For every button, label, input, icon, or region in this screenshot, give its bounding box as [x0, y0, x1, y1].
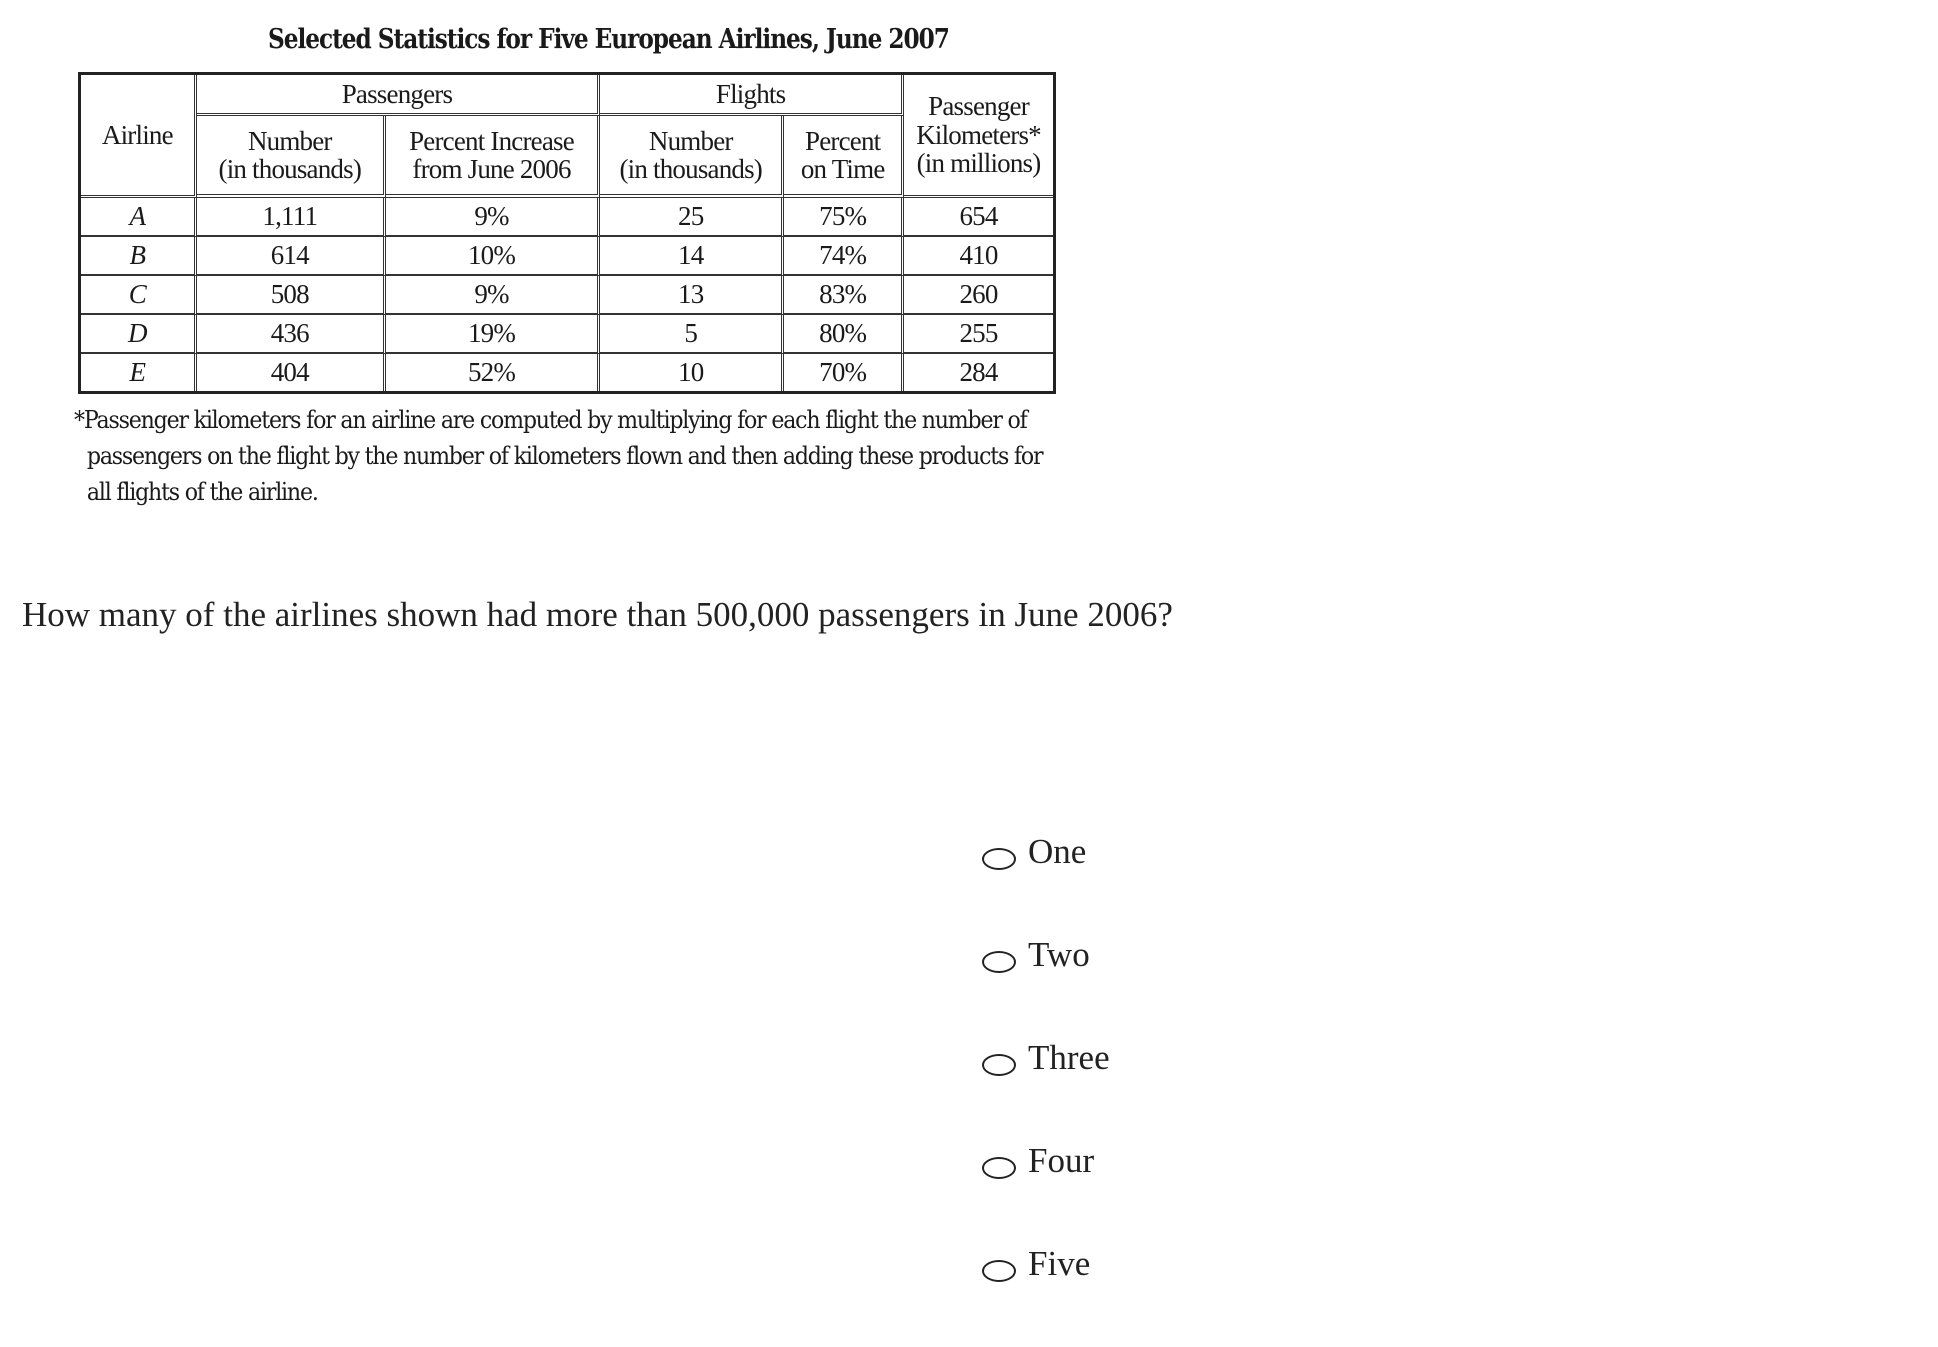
choice-label[interactable]: Two: [1028, 935, 1090, 974]
cell-percent-increase: 10%: [386, 237, 600, 276]
cell-airline: E: [81, 354, 197, 391]
cell-on-time: 75%: [784, 198, 904, 237]
cell-passenger-km: 260: [904, 276, 1053, 315]
radio-button-icon[interactable]: [982, 1260, 1016, 1282]
cell-passengers: 1,111: [197, 198, 386, 237]
cell-passengers: 436: [197, 315, 386, 354]
footnote-line: passengers on the flight by the number of kilometers flown and then adding these products for: [86, 442, 1043, 470]
table-row: [81, 198, 1053, 237]
cell-airline: B: [81, 237, 197, 276]
cell-on-time: 74%: [784, 237, 904, 276]
choice-four[interactable]: [982, 1141, 1110, 1244]
radio-button-icon[interactable]: [982, 951, 1016, 973]
table-row: [81, 315, 1053, 354]
header-percent-on-time: Percent on Time: [784, 116, 904, 198]
cell-percent-increase: 9%: [386, 276, 600, 315]
table-row: [81, 237, 1053, 276]
header-airline: Airline: [81, 75, 197, 198]
table-row: [81, 354, 1053, 391]
footnote-line: all flights of the airline.: [86, 478, 318, 506]
header-passengers-group: Passengers: [197, 75, 600, 116]
choice-one[interactable]: [982, 832, 1110, 935]
header-passenger-kilometers: Passenger Kilometers* (in millions): [904, 75, 1053, 198]
cell-on-time: 70%: [784, 354, 904, 391]
header-flights-group: Flights: [600, 75, 904, 116]
table-title: Selected Statistics for Five European Airlines, June 2007: [268, 24, 949, 55]
cell-flights: 5: [600, 315, 784, 354]
table-row: [81, 276, 1053, 315]
choice-label[interactable]: Five: [1028, 1244, 1091, 1283]
cell-on-time: 80%: [784, 315, 904, 354]
cell-percent-increase: 52%: [386, 354, 600, 391]
choice-five[interactable]: [982, 1244, 1110, 1347]
cell-flights: 13: [600, 276, 784, 315]
choice-label[interactable]: One: [1028, 832, 1087, 871]
question-text: How many of the airlines shown had more than 500,000 passengers in June 2006?: [22, 595, 1173, 634]
choice-label[interactable]: Three: [1028, 1038, 1110, 1077]
cell-passenger-km: 654: [904, 198, 1053, 237]
cell-passenger-km: 410: [904, 237, 1053, 276]
choice-two[interactable]: [982, 935, 1110, 1038]
header-passenger-number: Number (in thousands): [197, 116, 386, 198]
cell-airline: A: [81, 198, 197, 237]
header-row-groups: [81, 75, 1053, 116]
answer-choices: [982, 832, 1110, 1347]
cell-flights: 25: [600, 198, 784, 237]
cell-airline: D: [81, 315, 197, 354]
header-percent-increase: Percent Increase from June 2006: [386, 116, 600, 198]
cell-percent-increase: 9%: [386, 198, 600, 237]
footnote-line: *Passenger kilometers for an airline are computed by multiplying for each flight the number of: [74, 406, 1027, 434]
cell-on-time: 83%: [784, 276, 904, 315]
cell-flights: 10: [600, 354, 784, 391]
table-footnote: [74, 402, 1043, 510]
choice-label[interactable]: Four: [1028, 1141, 1095, 1180]
cell-flights: 14: [600, 237, 784, 276]
header-flight-number: Number (in thousands): [600, 116, 784, 198]
airline-statistics-table: [78, 72, 1056, 394]
choice-three[interactable]: [982, 1038, 1110, 1141]
cell-passengers: 508: [197, 276, 386, 315]
cell-passenger-km: 284: [959, 357, 998, 388]
cell-passenger-km: 255: [904, 315, 1053, 354]
cell-passengers: 404: [197, 354, 386, 391]
cell-airline: C: [81, 276, 197, 315]
cell-passengers: 614: [197, 237, 386, 276]
radio-button-icon[interactable]: [982, 1157, 1016, 1179]
radio-button-icon[interactable]: [982, 1054, 1016, 1076]
cell-percent-increase: 19%: [386, 315, 600, 354]
radio-button-icon[interactable]: [982, 848, 1016, 870]
